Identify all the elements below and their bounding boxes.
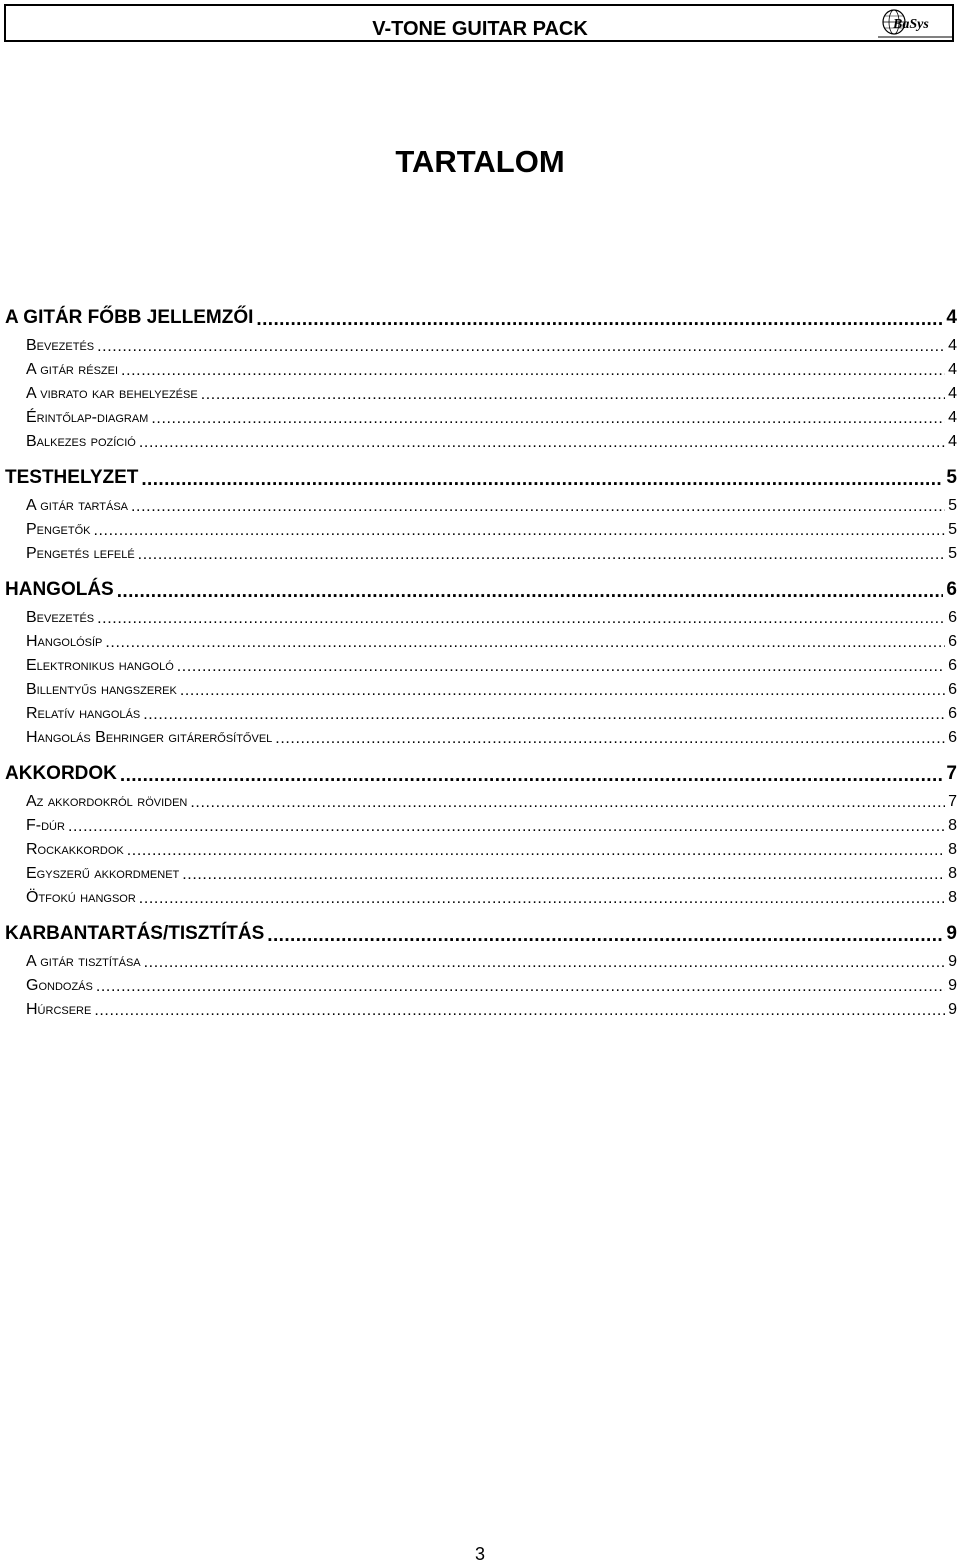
toc-dot-leader: [144, 954, 945, 971]
toc-entry-page: 6: [948, 657, 957, 674]
toc-chapter-entry[interactable]: [0, 467, 957, 489]
toc-section-entry[interactable]: [0, 885, 957, 907]
toc-entry-label: Az akkordokról röviden: [26, 793, 188, 810]
toc-dot-leader: [96, 978, 945, 995]
toc-entry-page: 6: [948, 681, 957, 698]
toc-entry-label: A GITÁR FŐBB JELLEMZŐI: [5, 307, 254, 328]
toc-dot-leader: [139, 890, 945, 907]
toc-section-entry[interactable]: [0, 605, 957, 627]
toc-entry-page: 4: [948, 385, 957, 402]
toc-entry-label: Rockakkordok: [26, 841, 124, 858]
toc-entry-label: TESTHELYZET: [5, 467, 139, 488]
toc-section-entry[interactable]: [0, 357, 957, 379]
toc-entry-page: 9: [948, 1001, 957, 1018]
toc-dot-leader: [93, 522, 945, 539]
toc-chapter-entry[interactable]: [0, 579, 957, 601]
toc-entry-page: 6: [948, 609, 957, 626]
toc-entry-page: 5: [948, 521, 957, 538]
toc-entry-label: A gitár részei: [26, 361, 119, 378]
toc-dot-leader: [94, 1002, 945, 1019]
toc-entry-page: 4: [948, 361, 957, 378]
toc-entry-label: Elektronikus hangoló: [26, 657, 174, 674]
toc-entry-label: Billentyűs hangszerek: [26, 681, 177, 698]
toc-entry-page: 4: [948, 433, 957, 450]
toc-entry-page: 6: [948, 729, 957, 746]
toc-entry-page: 9: [948, 953, 957, 970]
toc-section-entry[interactable]: [0, 493, 957, 515]
toc-entry-page: 6: [948, 705, 957, 722]
toc-entry-page: 4: [948, 409, 957, 426]
toc-dot-leader: [256, 310, 943, 329]
toc-entry-label: Gondozás: [26, 977, 93, 994]
toc-entry-page: 7: [946, 763, 957, 784]
toc-entry-page: 4: [948, 337, 957, 354]
toc-entry-page: 5: [946, 467, 957, 488]
toc-entry-label: Érintőlap-diagram: [26, 409, 149, 426]
toc-section-entry[interactable]: [0, 725, 957, 747]
toc-section-entry[interactable]: [0, 405, 957, 427]
toc-dot-leader: [139, 434, 945, 451]
toc-entry-label: Hangolósíp: [26, 633, 103, 650]
toc-entry-label: HANGOLÁS: [5, 579, 114, 600]
toc-entry-label: Pengetők: [26, 521, 91, 538]
toc-entry-page: 5: [948, 545, 957, 562]
toc-section-entry[interactable]: [0, 381, 957, 403]
toc-entry-page: 7: [948, 793, 957, 810]
toc-dot-leader: [143, 706, 945, 723]
toc-dot-leader: [267, 926, 943, 945]
toc-section-entry[interactable]: [0, 701, 957, 723]
toc-dot-leader: [97, 338, 945, 355]
toc-dot-leader: [127, 842, 945, 859]
toc-entry-label: Bevezetés: [26, 337, 95, 354]
svg-text:BaSys: BaSys: [893, 17, 929, 32]
toc-dot-leader: [131, 498, 945, 515]
page-number: 3: [474, 1544, 485, 1564]
toc-dot-leader: [121, 362, 945, 379]
toc-dot-leader: [68, 818, 945, 835]
toc-entry-label: Pengetés lefelé: [26, 545, 135, 562]
toc-dot-leader: [105, 634, 945, 651]
toc-entry-label: KARBANTARTÁS/TISZTÍTÁS: [5, 923, 265, 944]
toc-entry-label: Relatív hangolás: [26, 705, 141, 722]
toc-section-entry[interactable]: [0, 517, 957, 539]
toc-dot-leader: [182, 866, 945, 883]
toc-entry-page: 6: [948, 633, 957, 650]
toc-section-entry[interactable]: [0, 997, 957, 1019]
toc-chapter-entry[interactable]: [0, 923, 957, 945]
toc-section-entry[interactable]: [0, 629, 957, 651]
basys-logo: [874, 6, 954, 40]
toc-entry-label: AKKORDOK: [5, 763, 117, 784]
toc-entry-label: Balkezes pozíció: [26, 433, 136, 450]
toc-entry-page: 8: [948, 889, 957, 906]
toc-entry-page: 8: [948, 865, 957, 882]
toc-dot-leader: [177, 658, 945, 675]
toc-entry-label: Húrcsere: [26, 1001, 92, 1018]
toc-dot-leader: [120, 766, 944, 785]
toc-dot-leader: [117, 582, 944, 601]
toc-entry-label: Bevezetés: [26, 609, 95, 626]
toc-section-entry[interactable]: [0, 333, 957, 355]
toc-entry-page: 8: [948, 817, 957, 834]
toc-entry-page: 4: [946, 307, 957, 328]
toc-section-entry[interactable]: [0, 789, 957, 811]
toc-dot-leader: [201, 386, 945, 403]
toc-dot-leader: [151, 410, 945, 427]
page-title: TARTALOM: [395, 144, 565, 179]
toc-entry-label: Ötfokú hangsor: [26, 889, 136, 906]
toc-dot-leader: [141, 470, 943, 489]
toc-entry-page: 8: [948, 841, 957, 858]
toc-section-entry[interactable]: [0, 653, 957, 675]
toc-dot-leader: [275, 730, 945, 747]
toc-dot-leader: [190, 794, 945, 811]
toc-entry-page: 9: [948, 977, 957, 994]
toc-entry-label: A gitár tisztítása: [26, 953, 141, 970]
toc-chapter-entry[interactable]: [0, 763, 957, 785]
toc-entry-label: F-dúr: [26, 817, 65, 834]
toc-entry-label: Hangolás Behringer gitárerősítővel: [26, 729, 273, 746]
toc-dot-leader: [180, 682, 945, 699]
toc-entry-page: 6: [946, 579, 957, 600]
toc-entry-page: 9: [946, 923, 957, 944]
document-header-title: V-TONE GUITAR PACK: [372, 18, 588, 40]
toc-section-entry[interactable]: [0, 541, 957, 563]
toc-section-entry[interactable]: [0, 813, 957, 835]
toc-entry-label: A gitár tartása: [26, 497, 129, 514]
toc-section-entry[interactable]: [0, 677, 957, 699]
toc-dot-leader: [138, 546, 945, 563]
toc-section-entry[interactable]: [0, 949, 957, 971]
toc-section-entry[interactable]: [0, 973, 957, 995]
toc-section-entry[interactable]: [0, 861, 957, 883]
toc-entry-page: 5: [948, 497, 957, 514]
toc-entry-label: A vibrato kar behelyezése: [26, 385, 198, 402]
toc-chapter-entry[interactable]: [0, 307, 957, 329]
toc-entry-label: Egyszerű akkordmenet: [26, 865, 180, 882]
toc-section-entry[interactable]: [0, 837, 957, 859]
toc-dot-leader: [97, 610, 945, 627]
toc-section-entry[interactable]: [0, 429, 957, 451]
